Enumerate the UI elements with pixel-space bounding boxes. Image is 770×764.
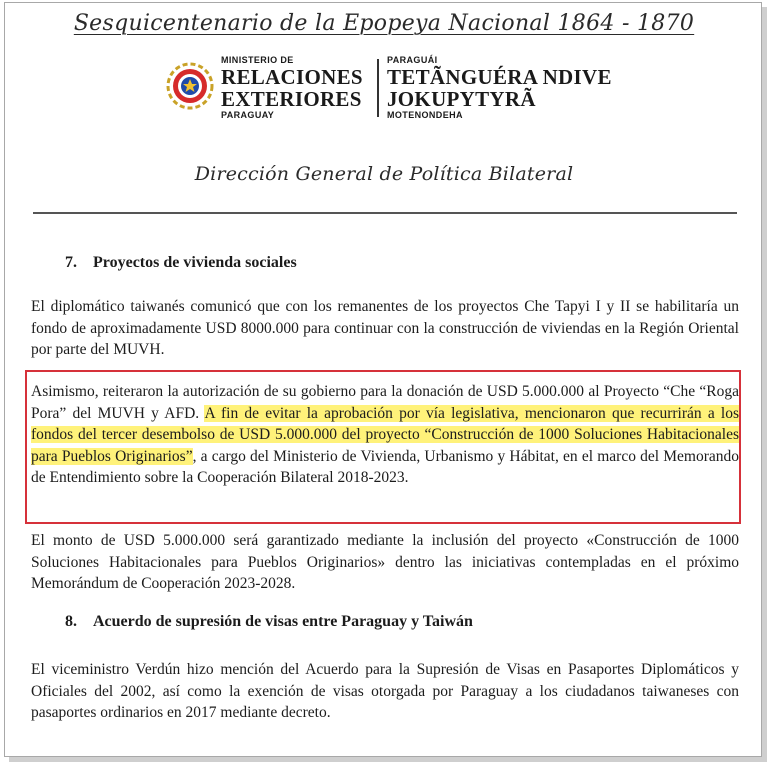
section-8-paragraph-1: El viceministro Verdún hizo mención del Acuerdo para la Supresión de Visas en Pasaportes Diplomáticos y Oficiales del 2002, así como la exención de visas otorgada por Paraguay a los ciudadanos taiwaneses con pasaportes ordinarios en 2017 mediante decreto. xyxy=(31,661,739,721)
ministry-name-es: MINISTERIO DE RELACIONES EXTERIORES PARAGUAY xyxy=(221,55,363,120)
section-7-paragraph-2: Asimismo, reiteraron la autorización de su gobierno para la donación de USD 5.000.000 al Proyecto “Che “Roga Pora” del MUVH y AFD. A fin de evitar la aprobación por vía legislativa, mencionaron que recurrirán a los fondos del tercer desembolso de USD 5.000.000 del proyecto “Construcción de 1000 Soluciones Habitacionales para Pueblos Originarios”, a cargo del Ministerio de Vivienda, Urbanismo y Hábitat, en el marco del Memorando de Entendimiento sobre la Cooperación Bilateral 2018-2023. xyxy=(31,383,739,486)
section-7-paragraph-1: El diplomático taiwanés comunicó que con los remanentes de los proyectos Che Tapyi I y II se habilitaría un fondo de aproximadamente USD 8000.000 para continuar con la construcción de viviendas en la Región Oriental por parte del MUVH. xyxy=(31,298,739,358)
paraguay-seal-icon xyxy=(165,61,215,111)
logo-divider xyxy=(377,59,379,117)
section-7-heading: 7. Proyectos de vivienda sociales xyxy=(65,254,297,271)
section-8-heading: 8. Acuerdo de supresión de visas entre Paraguay y Taiwán xyxy=(65,613,473,630)
document-page xyxy=(4,2,762,757)
direction-title: Dirección General de Política Bilateral xyxy=(194,163,574,185)
header-title: Sesquicentenario de la Epopeya Nacional 1864 - 1870 xyxy=(73,11,695,36)
ministry-logo xyxy=(165,53,625,125)
header-rule xyxy=(33,212,737,214)
ministry-name-gn: PARAGUÁI TETÃNGUÉRA NDIVE JOKUPYTYRÃ MOTENONDEHA xyxy=(387,55,612,120)
section-7-paragraph-3: El monto de USD 5.000.000 será garantizado mediante la inclusión del proyecto «Construcción de 1000 Soluciones Habitacionales para Pueblos Originarios» dentro las iniciativas contempladas en el próximo Memorándum de Cooperación 2023-2028. xyxy=(31,532,739,592)
highlighted-text: A fin de evitar la aprobación por vía legislativa, mencionaron que recurrirán a los fondos del tercer desembolso de USD 5.000.000 del proyecto “Construcción de 1000 Soluciones Habitacionales para Pueblos Originarios” xyxy=(31,404,739,465)
